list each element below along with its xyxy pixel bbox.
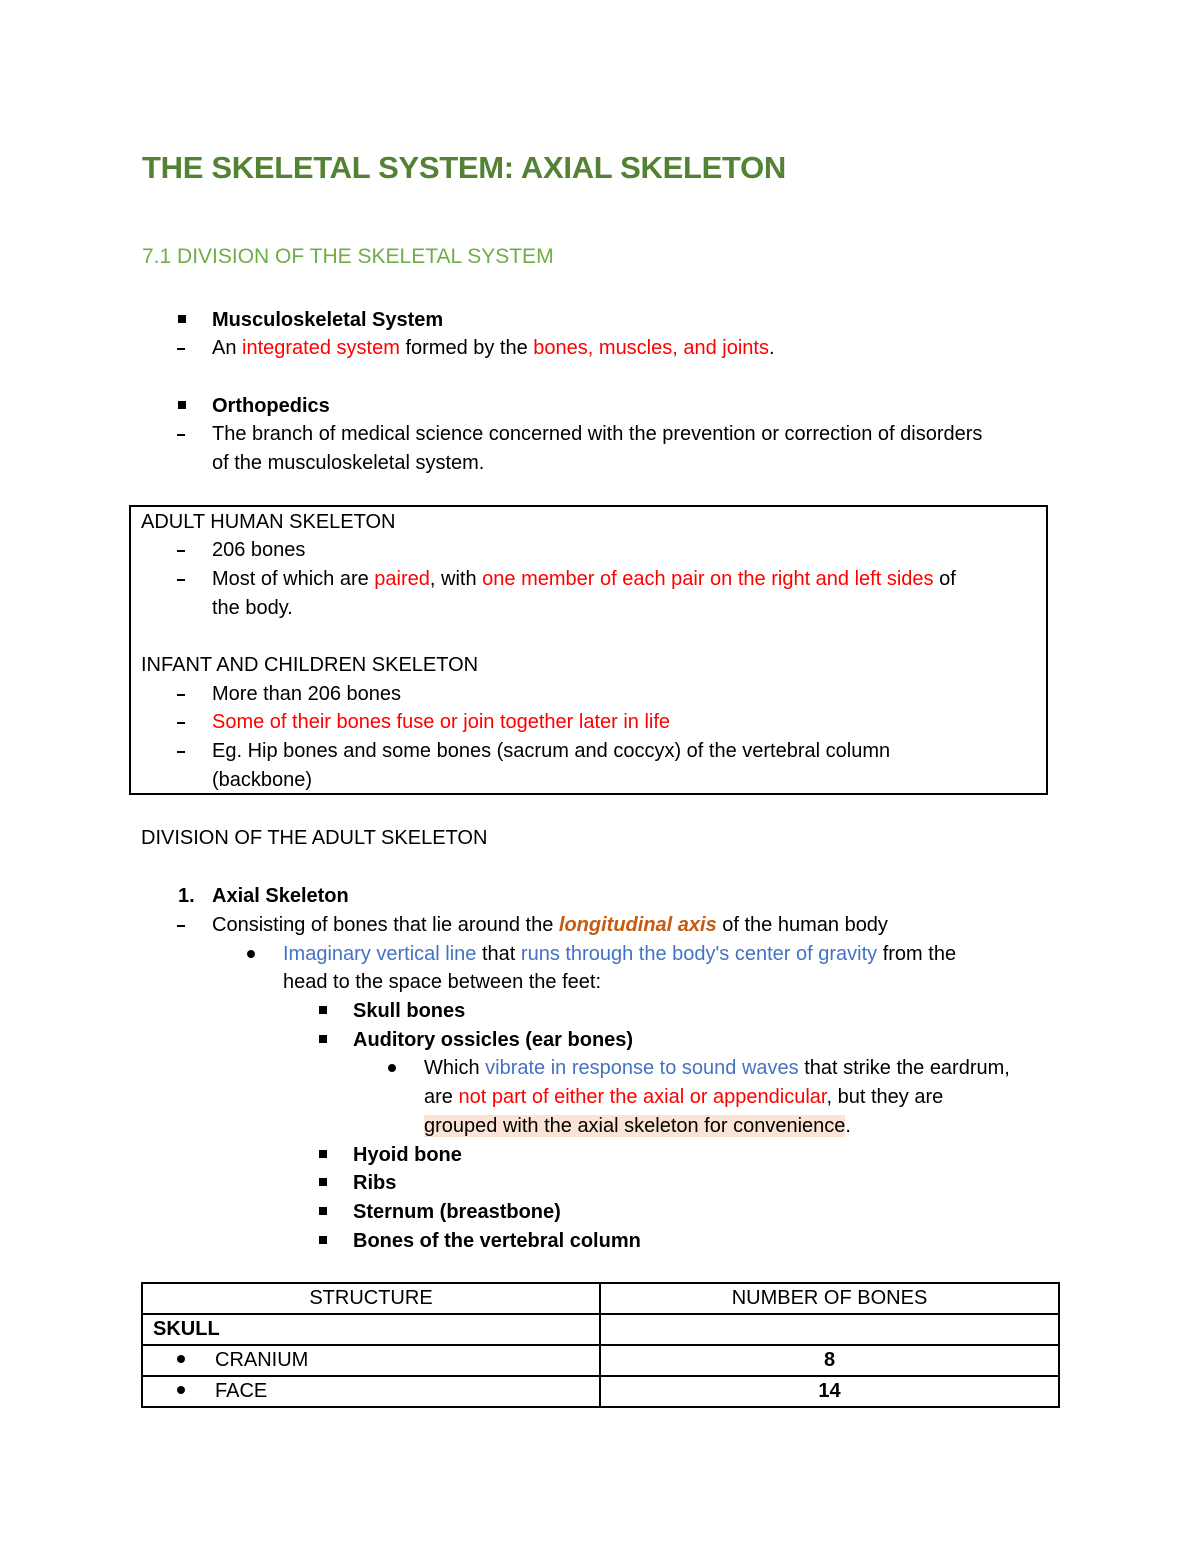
table-row (142, 1345, 1059, 1376)
square-bullet-icon (319, 1006, 327, 1014)
dash-bullet-icon (177, 434, 185, 436)
highlighted-text: grouped with the axial skeleton for convenience (424, 1115, 846, 1137)
division-heading: DIVISION OF THE ADULT SKELETON (141, 827, 488, 849)
document-title: THE SKELETAL SYSTEM: AXIAL SKELETON (142, 150, 787, 185)
square-bullet-icon (178, 401, 186, 409)
row-structure-cell (142, 1345, 600, 1376)
highlight-text: longitudinal axis (558, 914, 717, 936)
dash-bullet-icon (177, 722, 185, 724)
infant-item-3: Eg. Hip bones and some bones (sacrum and coccyx) of the vertebral column (212, 740, 891, 762)
highlight-text: paired (374, 568, 430, 590)
header-structure: STRUCTURE (142, 1283, 600, 1314)
text-run: Consisting of bones that lie around the (212, 914, 559, 936)
text-run: . (845, 1115, 851, 1137)
infant-skeleton-heading: INFANT AND CHILDREN SKELETON (141, 654, 479, 676)
table-row (142, 1314, 1059, 1345)
table-header-row (142, 1283, 1059, 1314)
highlight-text: not part of either the axial or appendicular (458, 1086, 827, 1108)
axial-heading: Axial Skeleton (212, 885, 349, 907)
text-run: . (768, 337, 775, 359)
text-run: from the (877, 943, 957, 965)
adult-skeleton-heading: ADULT HUMAN SKELETON (141, 511, 396, 533)
dash-bullet-icon (177, 348, 185, 350)
orthopedics-line-2: of the musculoskeletal system. (212, 452, 485, 474)
infant-item-3-continued: (backbone) (212, 769, 313, 791)
square-bullet-icon (319, 1178, 327, 1186)
item-skull-bones: Skull bones (353, 1000, 466, 1022)
square-bullet-icon (319, 1236, 327, 1244)
musculoskeletal-heading: Musculoskeletal System (212, 309, 444, 331)
item-ribs: Ribs (353, 1172, 397, 1194)
ossicles-note-line-3 (424, 1112, 851, 1141)
row-structure: FACE (215, 1380, 268, 1402)
dash-bullet-icon (177, 751, 185, 753)
square-bullet-icon (319, 1150, 327, 1158)
text-run: , with (429, 568, 483, 590)
ossicles-note-line-2 (424, 1083, 943, 1112)
dash-bullet-icon (177, 925, 185, 927)
dash-bullet-icon (177, 550, 185, 552)
text-run: formed by the (399, 337, 534, 359)
row-structure: SKULL (142, 1314, 600, 1345)
text-run: that strike the eardrum, (798, 1057, 1010, 1079)
highlight-text: runs through the body's center of gravity (520, 943, 878, 965)
row-structure-cell (142, 1376, 600, 1407)
highlight-text: vibrate in response to sound waves (485, 1057, 799, 1079)
adult-item-1: 206 bones (212, 539, 306, 561)
square-bullet-icon (319, 1207, 327, 1215)
text-run: Which (424, 1057, 486, 1079)
row-number (600, 1314, 1059, 1345)
highlight-text: bones, muscles, and joints (533, 337, 769, 359)
text-run: are (424, 1086, 459, 1108)
round-bullet-icon (388, 1064, 396, 1072)
square-bullet-icon (178, 315, 186, 323)
text-run: of the human body (716, 914, 888, 936)
item-sternum: Sternum (breastbone) (353, 1201, 561, 1223)
table-row (142, 1376, 1059, 1407)
text-run: of (933, 568, 956, 590)
row-number: 14 (600, 1376, 1059, 1407)
round-bullet-icon (177, 1386, 185, 1394)
text-run: Most of which are (212, 568, 375, 590)
axial-number: 1. (178, 885, 195, 907)
dash-bullet-icon (177, 694, 185, 696)
round-bullet-icon (177, 1355, 185, 1363)
item-hyoid-bone: Hyoid bone (353, 1144, 462, 1166)
adult-item-2 (212, 565, 956, 594)
row-number: 8 (600, 1345, 1059, 1376)
adult-item-2-continued: the body. (212, 597, 293, 619)
item-auditory-ossicles: Auditory ossicles (ear bones) (353, 1029, 634, 1051)
square-bullet-icon (319, 1035, 327, 1043)
highlight-text: one member of each pair on the right and left sides (482, 568, 934, 590)
imaginary-line-text (283, 940, 956, 969)
bones-table (141, 1282, 1060, 1408)
text-run: that (476, 943, 521, 965)
orthopedics-line-1: The branch of medical science concerned with the prevention or correction of disorders (212, 423, 983, 445)
highlight-text: integrated system (242, 337, 400, 359)
musculoskeletal-definition (212, 334, 775, 363)
imaginary-line-continued: head to the space between the feet: (283, 971, 602, 993)
row-structure: CRANIUM (215, 1349, 309, 1371)
ossicles-note-line-1 (424, 1054, 1010, 1083)
section-heading: 7.1 DIVISION OF THE SKELETAL SYSTEM (142, 245, 554, 268)
infant-item-2: Some of their bones fuse or join together later in life (212, 711, 671, 733)
text-run: An (212, 337, 243, 359)
round-bullet-icon (247, 950, 255, 958)
highlight-text: Imaginary vertical line (283, 943, 477, 965)
orthopedics-heading: Orthopedics (212, 395, 330, 417)
axial-definition (212, 911, 888, 940)
text-run: , but they are (826, 1086, 944, 1108)
dash-bullet-icon (177, 579, 185, 581)
infant-item-1: More than 206 bones (212, 683, 402, 705)
header-number-of-bones: NUMBER OF BONES (600, 1283, 1059, 1314)
item-vertebral-column: Bones of the vertebral column (353, 1230, 641, 1252)
